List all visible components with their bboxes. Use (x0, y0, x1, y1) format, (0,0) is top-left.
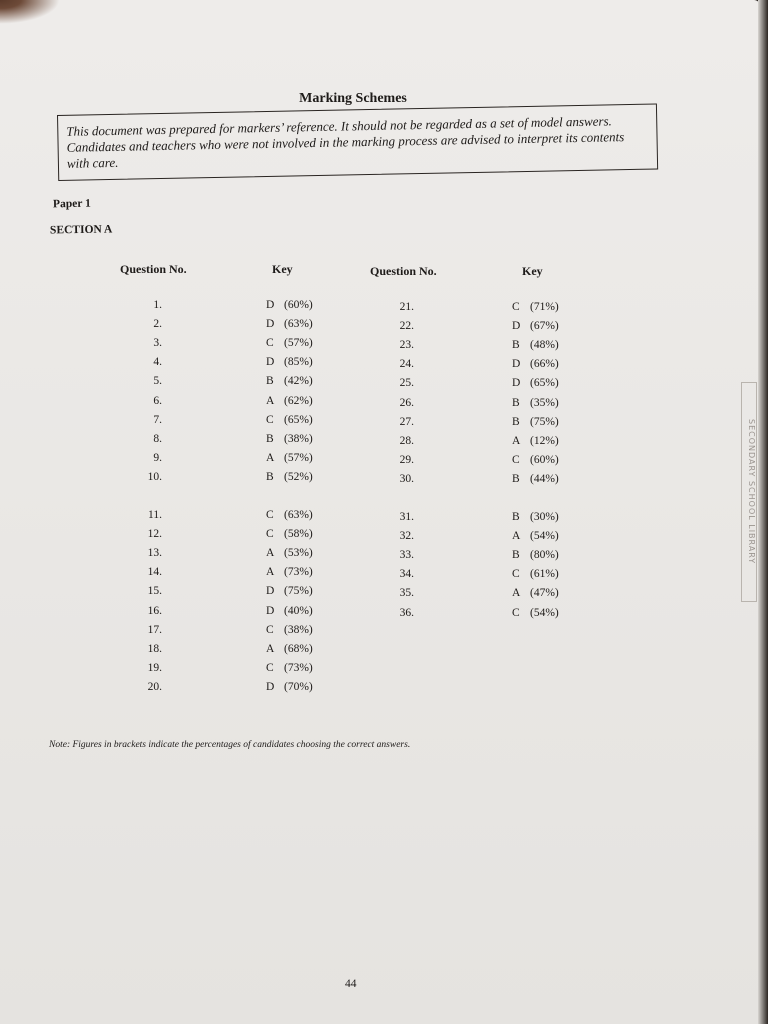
answer-percentage: (80%) (530, 549, 559, 562)
answer-percentage: (61%) (530, 568, 559, 581)
answer-key (266, 662, 313, 674)
answer-percentage: (35%) (530, 396, 559, 409)
answer-key (512, 607, 559, 619)
column2-question-header: Question No. (370, 264, 437, 278)
answer-key (266, 547, 313, 559)
answer-letter: D (266, 680, 275, 693)
question-number: 23. (399, 339, 414, 352)
question-number: 3. (153, 337, 162, 350)
answer-letter: A (266, 394, 275, 407)
answer-percentage: (48%) (530, 339, 559, 352)
answer-letter: D (512, 377, 521, 390)
column2-key-header: Key (522, 264, 543, 278)
answer-letter: C (266, 528, 274, 541)
answer-letter: C (266, 337, 274, 350)
answer-key (266, 452, 313, 464)
answer-letter: A (266, 566, 275, 579)
answer-key (512, 549, 559, 561)
answer-key (512, 358, 559, 370)
answer-key (266, 643, 313, 655)
answer-percentage: (12%) (530, 434, 559, 447)
answer-key (512, 377, 559, 389)
question-number: 16. (147, 604, 162, 617)
question-number: 13. (147, 547, 162, 560)
section-label: SECTION A (49, 223, 113, 237)
answer-letter: C (266, 623, 274, 636)
answer-letter: D (266, 356, 275, 369)
answer-letter: A (512, 434, 521, 447)
answer-percentage: (75%) (284, 585, 313, 598)
answer-key (266, 566, 313, 578)
answer-letter: D (512, 320, 521, 333)
answer-key (512, 397, 559, 409)
question-number: 14. (147, 566, 162, 579)
answer-key (266, 395, 313, 407)
answer-percentage: (65%) (530, 377, 559, 390)
question-number: 10. (147, 470, 162, 483)
answer-letter: B (266, 470, 274, 483)
question-number: 6. (153, 394, 162, 407)
answer-letter: B (512, 396, 520, 409)
question-number: 33. (399, 549, 414, 562)
answer-key (512, 587, 559, 599)
question-number: 28. (399, 434, 414, 447)
question-number: 26. (399, 396, 414, 409)
answer-key (266, 318, 313, 330)
answer-percentage: (38%) (284, 623, 313, 636)
answer-key (512, 435, 559, 447)
question-number: 29. (399, 453, 414, 466)
answer-key (266, 471, 313, 483)
page-title: Marking Schemes (299, 91, 407, 106)
answer-percentage: (54%) (530, 606, 559, 619)
question-number: 31. (399, 511, 414, 523)
answer-percentage: (54%) (530, 530, 559, 543)
disclaimer-text: This document was prepared for markers’ reference. It should not be regarded as a set of model answers. Candidates and teachers who were not involved in the marking process are advised to interpret its contents with care. (66, 113, 625, 171)
answer-key (512, 416, 559, 428)
column1-key-header: Key (272, 262, 293, 276)
answer-percentage: (57%) (284, 451, 313, 464)
answer-percentage: (60%) (284, 299, 313, 311)
question-number: 9. (153, 451, 162, 464)
answer-key (512, 530, 559, 542)
answer-key (266, 605, 313, 617)
answer-letter: B (512, 472, 520, 485)
page-number: 44 (345, 978, 357, 990)
question-number: 36. (399, 606, 414, 619)
answer-key (512, 339, 559, 351)
answer-key (512, 320, 559, 332)
answer-percentage: (66%) (530, 358, 559, 371)
question-number: 35. (399, 587, 414, 600)
answer-key (266, 414, 313, 426)
answer-percentage: (44%) (530, 472, 559, 485)
answer-letter: B (512, 339, 520, 352)
answer-percentage: (75%) (530, 415, 559, 428)
question-number: 19. (147, 661, 162, 674)
answer-percentage: (60%) (530, 453, 559, 466)
answer-percentage: (68%) (284, 642, 313, 655)
answer-key (266, 509, 313, 521)
question-number: 21. (399, 301, 414, 313)
answer-letter: A (512, 530, 521, 543)
answer-key (266, 375, 313, 387)
answer-key (512, 473, 559, 485)
answer-letter: A (512, 587, 521, 600)
answer-key (266, 356, 313, 368)
answer-percentage: (62%) (284, 394, 313, 407)
question-number: 27. (399, 415, 414, 428)
answer-letter: C (266, 661, 274, 674)
answer-letter: B (512, 511, 520, 523)
answer-key (266, 299, 313, 311)
answer-percentage: (53%) (284, 547, 313, 560)
question-number: 1. (153, 299, 162, 311)
question-number: 22. (399, 320, 414, 333)
answer-percentage: (73%) (284, 566, 313, 579)
answer-letter: B (266, 432, 274, 445)
answer-percentage: (47%) (530, 587, 559, 600)
answer-key (512, 568, 559, 580)
answer-letter: D (266, 585, 275, 598)
answer-percentage: (71%) (530, 301, 559, 313)
library-stamp: SECONDARY SCHOOL LIBRARY (741, 382, 757, 602)
answer-percentage: (63%) (284, 509, 313, 521)
answer-percentage: (67%) (530, 320, 559, 333)
answer-percentage: (57%) (284, 337, 313, 350)
question-number: 30. (399, 472, 414, 485)
answer-key (266, 585, 313, 597)
note-text: Note: Figures in brackets indicate the percentages of candidates choosing the correct answers. (49, 740, 411, 750)
question-number: 7. (153, 413, 162, 426)
question-number: 20. (147, 680, 162, 693)
answer-letter: D (266, 604, 275, 617)
answer-percentage: (40%) (284, 604, 313, 617)
answer-letter: B (512, 549, 520, 562)
answer-key (266, 681, 313, 693)
answer-letter: D (512, 358, 521, 371)
disclaimer-box (57, 103, 658, 181)
answer-percentage: (38%) (284, 432, 313, 445)
question-number: 34. (399, 568, 414, 581)
answer-percentage: (73%) (284, 661, 313, 674)
answer-letter: C (266, 509, 274, 521)
answer-letter: C (512, 568, 520, 581)
question-number: 25. (399, 377, 414, 390)
question-number: 5. (153, 375, 162, 388)
answer-letter: D (266, 318, 275, 331)
answer-percentage: (30%) (530, 511, 559, 523)
column1-question-header: Question No. (120, 262, 187, 276)
page-corner-shadow (0, 0, 60, 24)
answer-key (266, 528, 313, 540)
answer-key (266, 624, 313, 636)
answer-percentage: (85%) (284, 356, 313, 369)
answer-letter: C (512, 606, 520, 619)
answer-key (512, 511, 559, 523)
question-number: 8. (153, 432, 162, 445)
question-number: 2. (153, 318, 162, 331)
page-right-edge (758, 0, 768, 1024)
answer-percentage: (65%) (284, 413, 313, 426)
paper-label: Paper 1 (52, 197, 91, 211)
question-number: 12. (147, 528, 162, 541)
answer-key (266, 433, 313, 445)
question-number: 4. (153, 356, 162, 369)
answer-percentage: (58%) (284, 528, 313, 541)
question-number: 11. (148, 509, 162, 521)
answer-letter: B (266, 375, 274, 388)
answer-letter: C (512, 301, 520, 313)
answer-percentage: (70%) (284, 680, 313, 693)
answer-key (512, 454, 559, 466)
answer-letter: A (266, 451, 275, 464)
question-number: 15. (147, 585, 162, 598)
answer-letter: C (512, 453, 520, 466)
answer-letter: D (266, 299, 275, 311)
question-number: 32. (399, 530, 414, 543)
question-number: 18. (147, 642, 162, 655)
answer-percentage: (52%) (284, 470, 313, 483)
answer-letter: A (266, 642, 275, 655)
answer-letter: C (266, 413, 274, 426)
question-number: 17. (147, 623, 162, 636)
answer-key (266, 337, 313, 349)
question-number: 24. (399, 358, 414, 371)
answer-key (512, 301, 559, 313)
answer-letter: A (266, 547, 275, 560)
answer-letter: B (512, 415, 520, 428)
answer-percentage: (63%) (284, 318, 313, 331)
answer-percentage: (42%) (284, 375, 313, 388)
